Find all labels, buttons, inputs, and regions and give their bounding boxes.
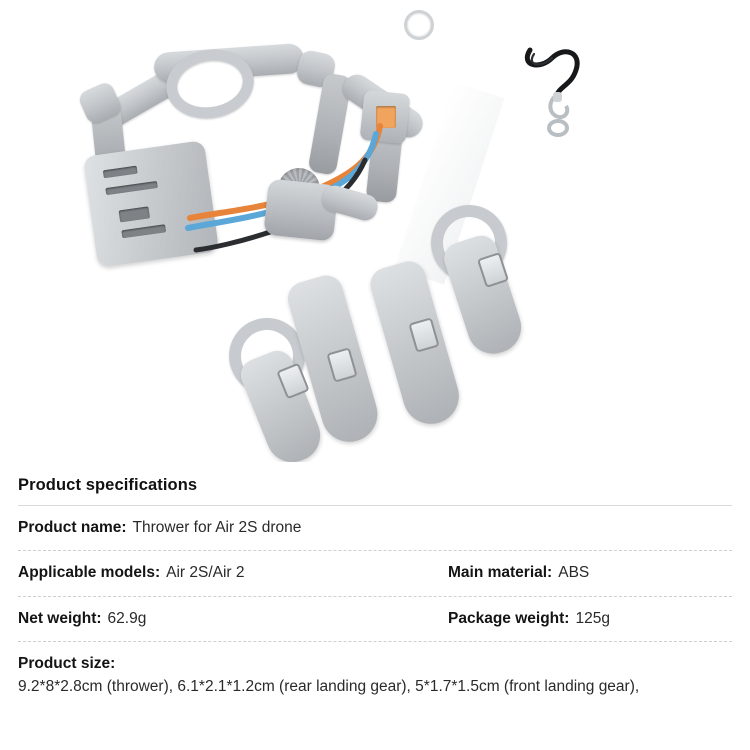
spec-key: Product name: xyxy=(18,519,127,536)
spec-value: Air 2S/Air 2 xyxy=(166,564,245,582)
spec-key: Product size: xyxy=(18,655,116,673)
spec-key: Net weight: xyxy=(18,609,102,627)
front-landing-gear-right-part xyxy=(425,205,575,365)
spec-value: ABS xyxy=(558,564,590,582)
spec-value: 125g xyxy=(575,609,610,627)
spec-key: Applicable models: xyxy=(18,564,161,582)
spec-row-applicable-models xyxy=(18,550,732,595)
spec-value: Thrower for Air 2S drone xyxy=(132,519,302,536)
spec-row-net-weight xyxy=(18,596,732,641)
spec-row-product-name xyxy=(18,505,732,550)
specifications-title: Product specifications xyxy=(18,476,198,494)
spec-value: 62.9g xyxy=(107,609,147,627)
specifications-section xyxy=(0,462,750,709)
spec-value: 9.2*8*2.8cm (thrower), 6.1*2.1*1.2cm (rear landing gear), 5*1.7*1.5cm (front landing gear), xyxy=(18,677,640,695)
spec-row-product-size xyxy=(18,641,732,709)
spec-key: Main material: xyxy=(448,564,553,582)
spec-key: Package weight: xyxy=(448,609,570,627)
lanyard-cord-part xyxy=(518,40,598,140)
